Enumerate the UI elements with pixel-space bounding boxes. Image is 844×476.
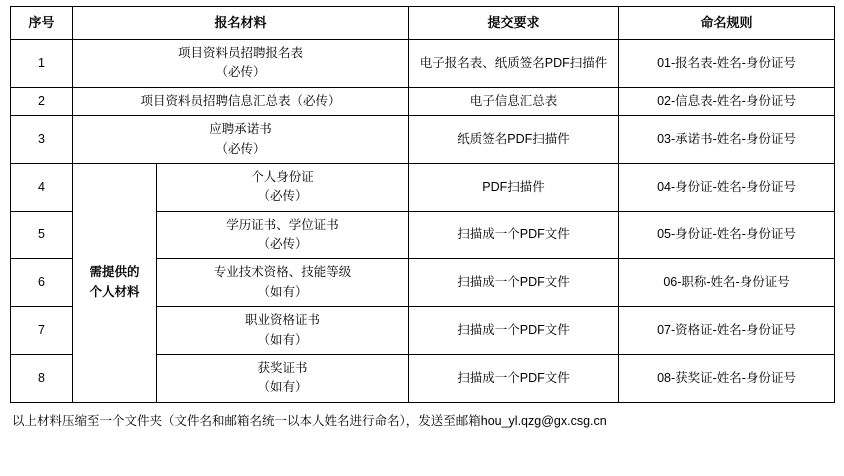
cell-requirement: 纸质签名PDF扫描件: [409, 116, 619, 164]
cell-requirement: 电子信息汇总表: [409, 87, 619, 115]
cell-group-personal-materials: [73, 163, 157, 402]
cell-material-line2: （如有）: [257, 332, 308, 347]
cell-requirement: 电子报名表、纸质签名PDF扫描件: [409, 40, 619, 88]
cell-requirement: 扫描成一个PDF文件: [409, 259, 619, 307]
cell-material: 项目资料员招聘信息汇总表（必传）: [73, 87, 409, 115]
table-row: [11, 40, 835, 88]
cell-material-line2: （必传）: [215, 141, 266, 156]
group-label-line1: 需提供的: [89, 265, 140, 280]
cell-seq: 8: [11, 354, 73, 402]
cell-material-line1: 应聘承诺书: [209, 122, 272, 137]
cell-naming: 08-获奖证-姓名-身份证号: [619, 354, 835, 402]
cell-seq: 2: [11, 87, 73, 115]
cell-seq: 6: [11, 259, 73, 307]
cell-material-line2: （必传）: [215, 65, 266, 80]
cell-seq: 3: [11, 116, 73, 164]
table-row: [11, 163, 835, 211]
cell-naming: 05-身份证-姓名-身份证号: [619, 211, 835, 259]
cell-naming: 06-职称-姓名-身份证号: [619, 259, 835, 307]
cell-naming: 01-报名表-姓名-身份证号: [619, 40, 835, 88]
footnote-text: 以上材料压缩至一个文件夹（文件名和邮箱名统一以本人姓名进行命名），发送至邮箱hou_yl.qzg@gx.csg.cn: [12, 413, 607, 428]
cell-material-line1: 个人身份证: [251, 169, 314, 184]
cell-material-line2: （必传）: [257, 189, 308, 204]
table-row: [11, 87, 835, 115]
cell-material: [157, 211, 409, 259]
cell-naming: 03-承诺书-姓名-身份证号: [619, 116, 835, 164]
cell-requirement: PDF扫描件: [409, 163, 619, 211]
column-header-naming: 命名规则: [619, 7, 835, 40]
cell-material: [157, 307, 409, 355]
table-row: [11, 116, 835, 164]
cell-material: [157, 163, 409, 211]
cell-material-line1: 项目资料员招聘报名表: [178, 46, 304, 60]
cell-material-line1: 专业技术资格、技能等级: [213, 265, 352, 280]
cell-material: [73, 116, 409, 164]
column-header-seq: 序号: [11, 7, 73, 40]
column-header-material: 报名材料: [73, 7, 409, 40]
application-materials-table: [10, 6, 835, 403]
cell-material-line2: （必传）: [257, 237, 308, 251]
cell-naming: 07-资格证-姓名-身份证号: [619, 307, 835, 355]
cell-requirement: 扫描成一个PDF文件: [409, 211, 619, 259]
cell-material-line1: 学历证书、学位证书: [226, 217, 339, 232]
cell-naming: 02-信息表-姓名-身份证号: [619, 87, 835, 115]
cell-naming: 04-身份证-姓名-身份证号: [619, 163, 835, 211]
cell-material: [73, 40, 409, 88]
cell-requirement: 扫描成一个PDF文件: [409, 354, 619, 402]
cell-material-line1: 职业资格证书: [245, 313, 321, 328]
cell-seq: 1: [11, 40, 73, 88]
cell-requirement: 扫描成一个PDF文件: [409, 307, 619, 355]
group-label-line2: 个人材料: [89, 284, 140, 299]
table-header-row: [11, 7, 835, 40]
cell-seq: 5: [11, 211, 73, 259]
cell-material: [157, 259, 409, 307]
cell-material-line2: （如有）: [257, 380, 308, 395]
column-header-requirement: 提交要求: [409, 7, 619, 40]
cell-seq: 4: [11, 163, 73, 211]
cell-material: [157, 354, 409, 402]
cell-seq: 7: [11, 307, 73, 355]
cell-material-line1: 获奖证书: [257, 360, 308, 375]
cell-material-line2: （如有）: [257, 284, 308, 299]
